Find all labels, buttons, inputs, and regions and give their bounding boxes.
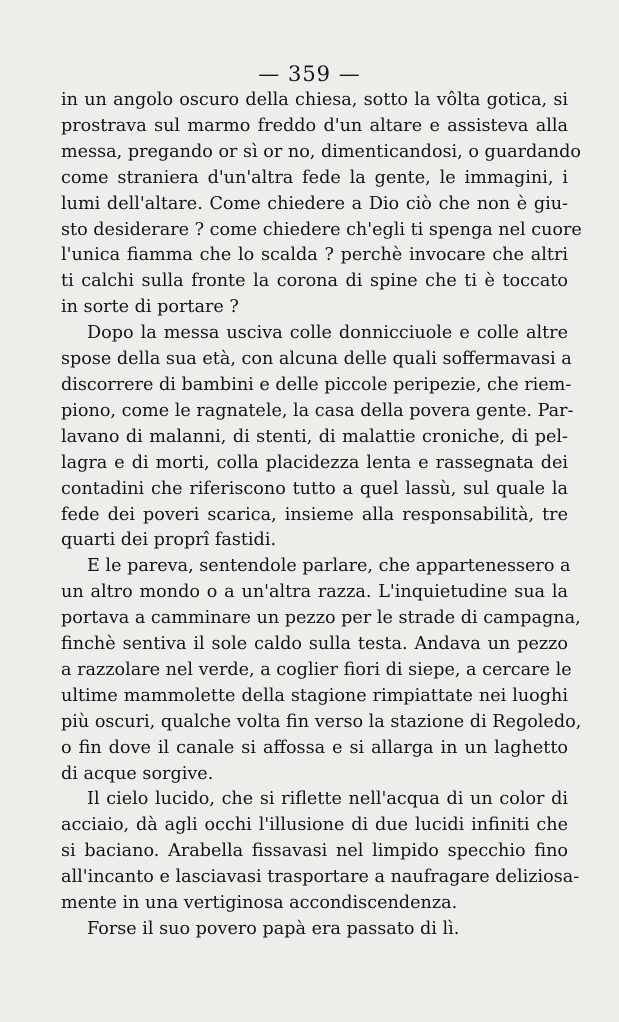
text-line: come straniera d'un'altra fede la gente, le immagini, i xyxy=(61,167,568,188)
text-line: messa, pregando or sì or no, dimenticandosi, o guardando xyxy=(61,141,581,162)
paragraph-4 xyxy=(61,787,580,917)
text-line: un altro mondo o a un'altra razza. L'inquietudine sua la xyxy=(61,582,568,603)
text-line: si baciano. Arabella fissavasi nel limpido specchio fino xyxy=(61,841,568,862)
text-line: a razzolare nel verde, a coglier fiori di siepe, a cercare le xyxy=(61,659,572,680)
text-line: E le pareva, sentendole parlare, che appartenessero a xyxy=(87,556,571,577)
text-line: quarti dei proprî fastidi. xyxy=(61,530,277,551)
text-line: Forse il suo povero papà era passato di lì. xyxy=(87,919,460,939)
paragraph-5 xyxy=(61,917,568,943)
text-line: spose della sua età, con alcuna delle quali soffermavasi a xyxy=(61,349,572,370)
page-number: — 359 — xyxy=(258,62,361,86)
text-line: di acque sorgive. xyxy=(61,763,214,784)
text-line: lagra e di morti, colla placidezza lenta e rassegnata dei xyxy=(61,452,568,473)
text-line: in un angolo oscuro della chiesa, sotto la vôlta gotica, si xyxy=(61,90,568,110)
text-line: o fin dove il canale si affossa e si allarga in un laghetto xyxy=(61,737,568,758)
paragraph-2 xyxy=(61,321,574,554)
text-line: finchè sentiva il sole caldo sulla testa. Andava un pezzo xyxy=(61,634,568,655)
text-line: mente in una vertiginosa accondiscendenza. xyxy=(61,893,458,914)
text-line: contadini che riferiscono tutto a quel lassù, sul quale la xyxy=(61,478,568,499)
text-line: prostrava sul marmo freddo d'un altare e assisteva alla xyxy=(61,115,568,136)
paragraph-3 xyxy=(61,554,582,787)
paragraph-1 xyxy=(61,88,582,321)
text-line: sto desiderare ? come chiedere ch'egli ti spenga nel cuore xyxy=(61,219,582,240)
text-line: Il cielo lucido, che si riflette nell'acqua di un color di xyxy=(87,789,568,810)
text-line: Dopo la messa usciva colle donnicciuole e colle altre xyxy=(87,323,568,344)
text-line: discorrere di bambini e delle piccole peripezie, che riem- xyxy=(61,374,572,395)
text-line: ultime mammolette della stagione rimpiattate nei luoghi xyxy=(61,685,568,706)
text-line: l'unica fiamma che lo scalda ? perchè invocare che altri xyxy=(61,245,568,266)
text-line: in sorte di portare ? xyxy=(61,297,239,318)
text-line: portava a camminare un pezzo per le strade di campagna, xyxy=(61,608,581,629)
text-line: lavano di malanni, di stenti, di malattie croniche, di pel- xyxy=(61,426,568,447)
text-line: fede dei poveri scarica, insieme alla responsabilità, tre xyxy=(61,504,568,525)
text-line: piono, come le ragnatele, la casa della povera gente. Par- xyxy=(61,400,574,421)
text-line: ti calchi sulla fronte la corona di spine che ti è toccato xyxy=(61,271,568,292)
body-text xyxy=(61,88,582,943)
text-line: acciaio, dà agli occhi l'illusione di due lucidi infiniti che xyxy=(61,815,568,836)
text-line: più oscuri, qualche volta fin verso la stazione di Regoledo, xyxy=(61,711,582,732)
text-line: lumi dell'altare. Come chiedere a Dio ciò che non è giu- xyxy=(61,193,568,214)
text-line: all'incanto e lasciavasi trasportare a naufragare deliziosa- xyxy=(61,867,580,888)
